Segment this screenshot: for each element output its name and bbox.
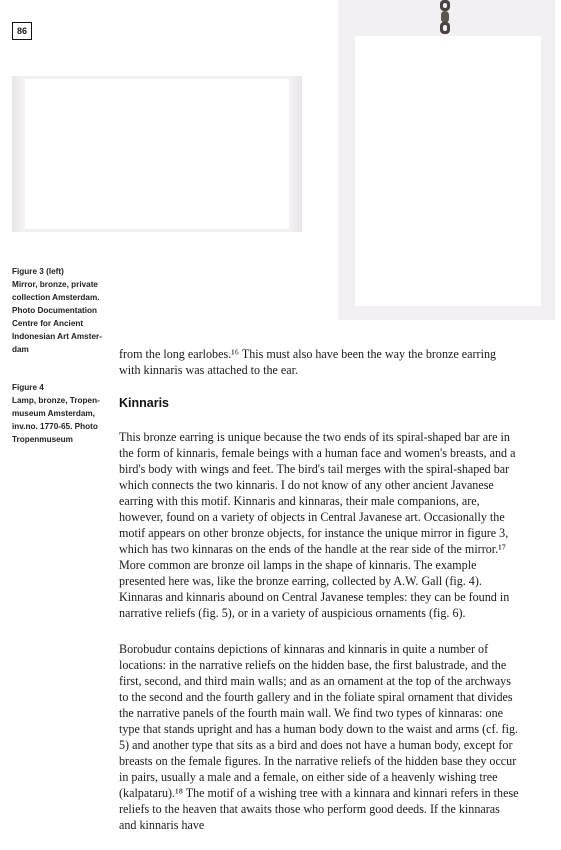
figure-4-caption-title: Figure 4 [12,383,44,392]
chain-icon [437,0,453,34]
figure-3-caption [12,265,112,356]
figure-3-mirror-photo [12,76,302,232]
paragraph-2-text: Borobudur contains depictions of kinnaras and kinnaris in quite a number of locations: in the narrative reliefs on the hidden base, the first balustrade, and the first, second, and third main walls; and as an ornament at the top of the archways to the second and the fourth gallery and in the foliate spiral ornament that divides the narrative panels of the fourth main wall. We find two types of kinnaras: one type that stands upright and has a human body down to the waist and arms (cf. fig. 5) and another type that sits as a bird and does not have a human body, except for breasts on the female figures. In the narrative reliefs of the hidden base they occur in pairs, usually a male and a female, on either side of a heavenly wishing tree (kalpataru).¹⁸ The motif of a wishing tree with a kinnara and kinnari refers in these reliefs to the heaven that awaits those who perform good deeds. If the kinnaras and kinnaris have [119,642,519,832]
photo-edge-right [289,76,302,232]
paragraph-1-text: This bronze earring is unique because the two ends of its spiral-shaped bar are in the form of kinnaris, female beings with a human face and women's breasts, and a bird's body with wings and feet. The bird's tail merges with the spiral-shaped bar which connects the two kinnaris. I do not know of any other ancient Javanese earring with this motif. Kinnaris and kinnaras, their male companions, are, however, found on a variety of objects in Central Javanese art. Occasionally the motif appears on other bronze objects, for instance the unique mirror in figure 3, which has two kinnaras on the ends of the handle at the rear side of the mirror.¹⁷ More common are bronze oil lamps in the shape of kinnaris. The example presented here was, like the bronze earring, collected by A.W. Gall (fig. 4). Kinnaras and kinnaris abound on Central Javanese temples: they can be found in narrative reliefs (fig. 5), or in a variety of auspicious ornaments (fig. 6). [119,430,516,620]
body-paragraph-1 [119,429,519,621]
page-number: 86 [12,22,32,40]
intro-paragraph-text: from the long earlobes.¹⁶ This must also have been the way the bronze earring with kinnaris was attached to the ear. [119,347,497,377]
photo-blank-area [25,79,289,229]
figure-4-caption-text: Lamp, bronze, Tropen-museum Amsterdam, inv.no. 1770-65. Photo Tropenmuseum [12,396,100,444]
body-paragraph-2 [119,641,519,833]
photo-edge-left [12,76,25,232]
photo-blank-area [355,36,541,306]
figure-4-lamp-photo [338,0,555,320]
section-heading: Kinnaris [119,396,170,410]
figure-3-caption-text: Mirror, bronze, private collection Amsterdam. Photo Documentation Centre for Ancient Indonesian Art Amster-dam [12,280,102,354]
figure-3-caption-title: Figure 3 (left) [12,267,64,276]
intro-paragraph [119,346,519,378]
figure-4-caption [12,381,112,446]
